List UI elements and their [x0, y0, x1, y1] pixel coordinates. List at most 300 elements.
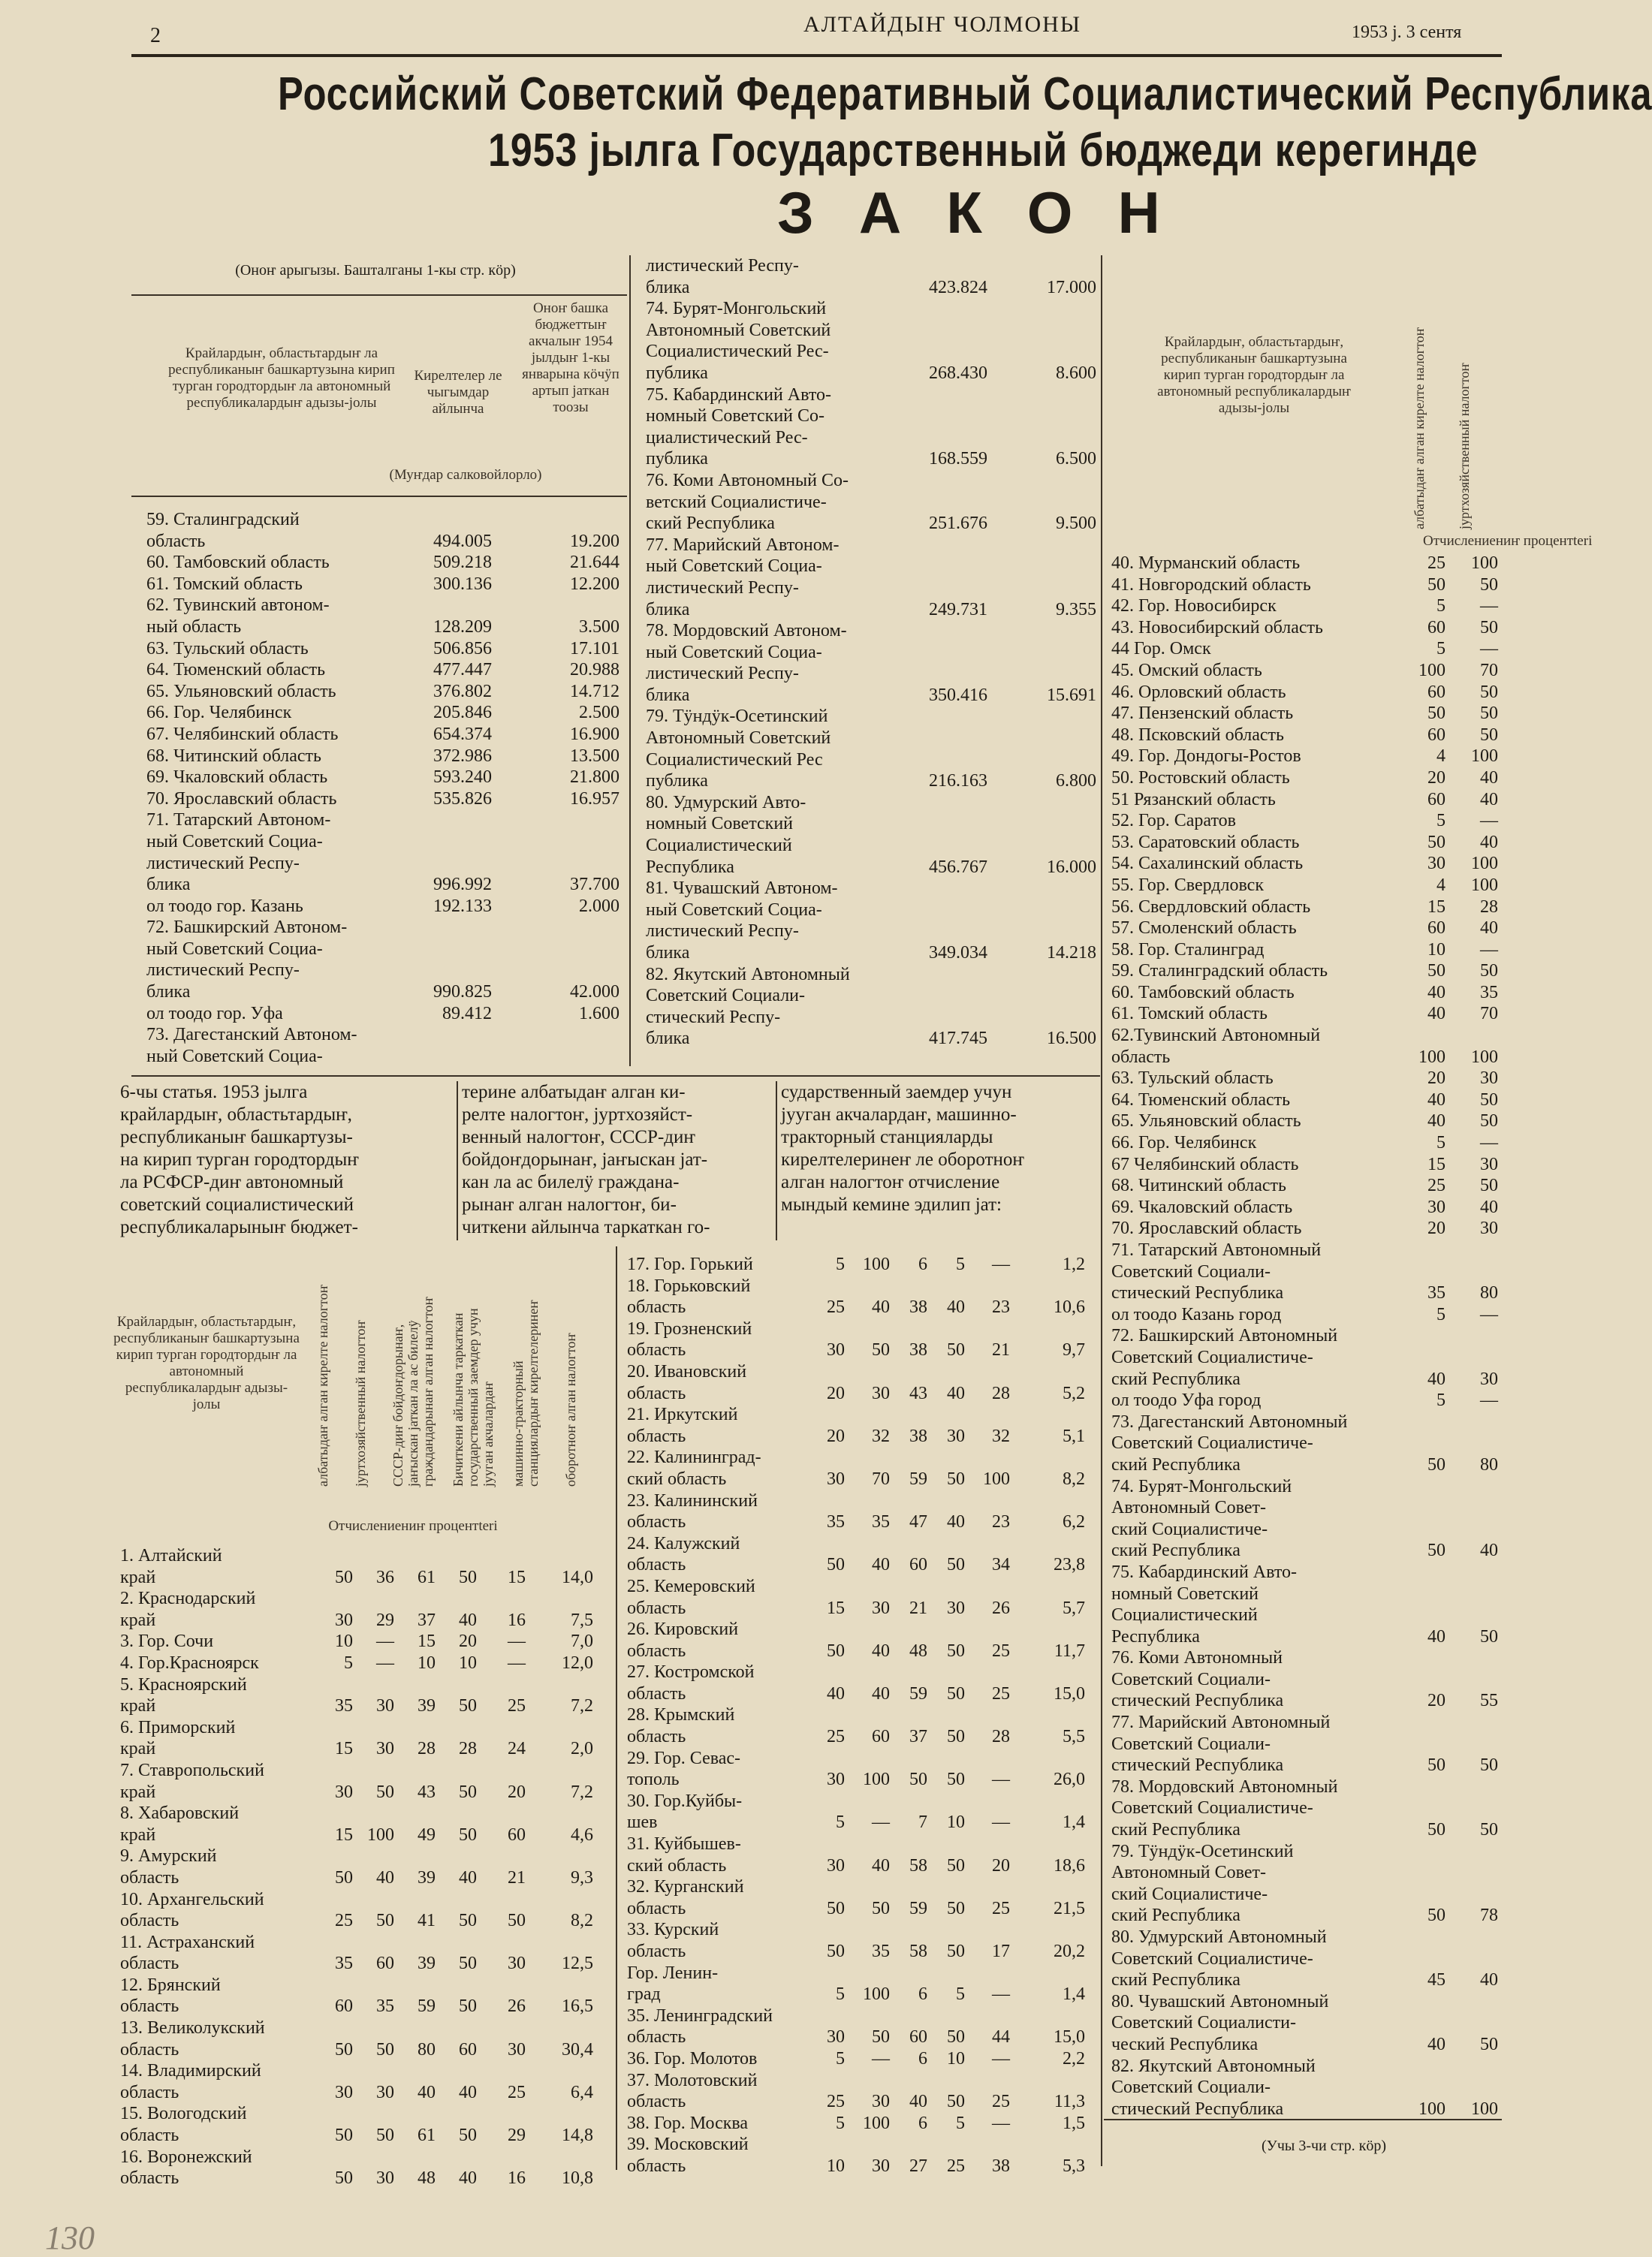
row-name: 48. Псковский область: [1111, 725, 1284, 745]
row-value: 417.745: [929, 1029, 987, 1049]
row-value: 60: [1427, 918, 1446, 939]
row-value: 6: [918, 2113, 927, 2133]
row-value: 40: [1480, 1541, 1498, 1561]
row-value: 11,7: [1054, 1641, 1085, 1661]
row-value: 100: [1418, 1047, 1446, 1067]
row-value: 12.200: [570, 574, 620, 594]
row-name: 55. Гор. Свердловск: [1111, 875, 1264, 895]
table-row: [120, 2060, 601, 2103]
row-value: 50: [335, 1867, 353, 1888]
row-value: 40: [459, 1610, 477, 1630]
table-row: [1111, 1712, 1502, 1776]
row-value: 89.412: [442, 1003, 492, 1023]
row-value: —: [1480, 639, 1498, 659]
table-row: [627, 1662, 1085, 1704]
row-value: 11,3: [1054, 2092, 1085, 2112]
table-row: [1111, 1175, 1502, 1197]
row-value: 35: [335, 1954, 353, 1974]
table-row: [1111, 1476, 1502, 1562]
row-name: 31. Куйбышев- ский область: [627, 1834, 741, 1876]
table-row: [646, 878, 1096, 963]
row-name: 16. Воронежский область: [120, 2147, 252, 2189]
row-value: 21: [992, 1340, 1010, 1361]
row-value: 2.000: [579, 896, 620, 916]
table-row: [627, 1533, 1085, 1576]
row-value: 30: [335, 1610, 353, 1630]
row-value: 37: [909, 1727, 927, 1747]
row-value: —: [992, 2048, 1010, 2069]
row-name: 78. Мордовский Автоном- ный Советский Социа- листический Респу- блика: [646, 621, 847, 705]
row-value: 25: [992, 1641, 1010, 1661]
table-row: [146, 638, 620, 660]
row-value: 28: [992, 1383, 1010, 1403]
row-value: 40: [909, 2092, 927, 2112]
table2-header-turnover: оборотноҥ алган налогтоҥ: [563, 1333, 578, 1487]
row-value: 38: [909, 1297, 927, 1318]
row-value: 40: [872, 1555, 890, 1575]
row-value: 251.676: [929, 514, 987, 534]
row-value: 14.218: [1047, 943, 1096, 963]
row-value: 192.133: [433, 896, 492, 916]
row-value: 78: [1480, 1906, 1498, 1926]
table-row: [146, 788, 620, 810]
table-row: [1111, 1325, 1502, 1390]
row-value: 60: [335, 1996, 353, 2017]
row-value: 10: [459, 1653, 477, 1673]
row-value: 80: [418, 2039, 436, 2060]
row-value: 30: [1427, 1197, 1446, 1217]
row-value: 43: [418, 1782, 436, 1802]
table-row: [146, 809, 620, 895]
row-value: 16,5: [562, 1996, 593, 2017]
table-row: [1111, 682, 1502, 704]
row-name: 4. Гор.Красноярск: [120, 1653, 259, 1673]
row-value: 40: [827, 1683, 845, 1704]
row-name: 77. Марийский Автоном- ный Советский Социа- листический Респу- блика: [646, 535, 840, 619]
table-row: [1111, 638, 1502, 660]
row-value: 80: [1480, 1283, 1498, 1303]
row-value: 20: [1427, 1691, 1446, 1711]
row-value: 20: [992, 1855, 1010, 1876]
row-value: 5: [1436, 596, 1446, 616]
row-value: 59: [909, 1683, 927, 1704]
row-name: 51 Рязанский область: [1111, 789, 1276, 809]
row-value: 60: [1427, 789, 1446, 809]
table-row: [1111, 1110, 1502, 1132]
row-value: 30: [376, 2168, 394, 2189]
row-name: 20. Ивановский область: [627, 1361, 747, 1403]
row-value: 50: [1427, 1454, 1446, 1475]
row-value: 8,2: [1063, 1469, 1085, 1489]
row-name: 69. Чкаловский область: [146, 767, 328, 788]
row-value: —: [872, 2048, 890, 2069]
table1-part-a: [146, 509, 620, 1067]
row-value: 50: [459, 1996, 477, 2017]
row-value: 40: [418, 2082, 436, 2102]
row-value: 5: [1436, 1391, 1446, 1411]
row-value: 9,3: [571, 1867, 593, 1888]
table-row: [627, 2113, 1085, 2135]
row-value: 12,5: [562, 1954, 593, 1974]
table-row: [646, 298, 1096, 384]
row-value: 35: [1480, 982, 1498, 1002]
row-value: 349.034: [929, 943, 987, 963]
row-name: 72. Башкирский Автоном- ный Советский Социа- листический Респу- блика: [146, 918, 348, 1002]
row-value: 5: [836, 2113, 845, 2133]
table2-right-header-region: Крайлардыҥ, областьтардыҥ, республиканыҥ башкартузына кирип турган городтордыҥ ла автономный республикалардыҥ адызы-јолы: [1157, 334, 1351, 416]
row-value: 15: [335, 1739, 353, 1759]
row-name: 57. Смоленский область: [1111, 918, 1297, 939]
table2-bottom-rule: [1104, 2119, 1502, 2120]
page-number: 2: [150, 24, 161, 47]
row-value: 249.731: [929, 599, 987, 619]
row-value: 40: [1427, 1089, 1446, 1110]
table1-header-income: Кирелтелер ле чыгымдар айлынча: [414, 368, 502, 417]
row-value: 35: [376, 1996, 394, 2017]
row-value: 30: [872, 2092, 890, 2112]
table-row: [1111, 746, 1502, 767]
row-name: 17. Гор. Горький: [627, 1255, 753, 1274]
table-row: [627, 1404, 1085, 1447]
row-name: 72. Башкирский Автономный Советский Социалистиче- ский Республика: [1111, 1326, 1338, 1389]
row-name: 73. Дагестанский Автономный Советский Социалистиче- ский Республика: [1111, 1412, 1348, 1475]
row-value: 21,5: [1054, 1898, 1085, 1918]
table-row: [646, 255, 1096, 298]
table-row: [627, 1490, 1085, 1533]
row-value: 23,8: [1054, 1555, 1085, 1575]
table-row: [1111, 810, 1502, 832]
row-value: 8.600: [1056, 363, 1096, 383]
row-value: 3.500: [579, 616, 620, 637]
table-row: [146, 659, 620, 681]
table-row: [146, 746, 620, 767]
article-top-rule: [131, 1075, 1100, 1077]
row-value: 20.988: [570, 660, 620, 680]
table-row: [1111, 1991, 1502, 2056]
row-name: ол тоодо Казань город: [1111, 1304, 1282, 1324]
row-value: 50: [947, 1555, 965, 1575]
row-value: 25: [1427, 553, 1446, 573]
row-name: 61. Томский область: [1111, 1004, 1268, 1024]
table-row: [627, 1919, 1085, 1962]
row-name: 71. Татарский Автономный Советский Социали- стический Республика: [1111, 1240, 1322, 1303]
row-value: 28: [459, 1739, 477, 1759]
row-name: 66. Гор. Челябинск: [1111, 1133, 1257, 1153]
row-name: 21. Иркутский область: [627, 1405, 738, 1446]
row-value: 50: [1480, 574, 1498, 595]
table1-top-rule: [131, 294, 627, 296]
row-value: 50: [947, 1469, 965, 1489]
row-value: 50: [947, 1683, 965, 1704]
row-value: 39: [418, 1954, 436, 1974]
table-row: [120, 2103, 601, 2146]
row-value: 100: [1471, 2099, 1498, 2119]
row-value: 25: [827, 1727, 845, 1747]
row-name: 45. Омский область: [1111, 660, 1262, 680]
row-value: 40: [1480, 767, 1498, 788]
table1-part-b: [646, 255, 1096, 1050]
row-value: 5: [1436, 1133, 1446, 1153]
row-name: 63. Тульский область: [146, 638, 309, 658]
table-row: [1111, 1304, 1502, 1326]
row-value: 5,2: [1063, 1383, 1085, 1403]
row-name: 59. Сталинградский область: [1111, 961, 1328, 981]
table-row: [627, 1276, 1085, 1318]
table2-right-header-agri-tax: јуртхозяйственный налогтоҥ: [1457, 363, 1472, 529]
row-value: 50: [1480, 961, 1498, 981]
table-row: [1111, 1412, 1502, 1476]
row-value: 48: [909, 1641, 927, 1661]
row-value: 50: [376, 2039, 394, 2060]
table-row: [1111, 1841, 1502, 1927]
row-value: 40: [1427, 1626, 1446, 1647]
row-name: 32. Курганский область: [627, 1877, 744, 1918]
row-value: 30: [335, 2082, 353, 2102]
row-value: 5: [1436, 639, 1446, 659]
column-rule: [1101, 255, 1102, 2166]
row-value: 990.825: [433, 982, 492, 1002]
table-row: [120, 1932, 601, 1975]
row-value: 50: [1480, 1089, 1498, 1110]
table-row: [1111, 1776, 1502, 1841]
row-value: 50: [1427, 1906, 1446, 1926]
row-value: 5: [836, 1984, 845, 2005]
row-name: 68. Читинский область: [1111, 1176, 1286, 1196]
row-name: 59. Сталинградский область: [146, 510, 300, 551]
row-name: 39. Московский область: [627, 2135, 749, 2176]
row-value: 40: [1427, 1369, 1446, 1389]
row-value: 16.957: [570, 788, 620, 809]
table2-right-header-income-tax: албатыдаҥ алган кирелте налогтоҥ: [1412, 327, 1427, 529]
row-value: 16.900: [570, 724, 620, 744]
row-name: 25. Кемеровский область: [627, 1576, 755, 1618]
table2-unit-note: Отчислениениҥ процентteri: [328, 1518, 498, 1534]
row-value: 50: [1480, 682, 1498, 702]
column-rule: [776, 1081, 777, 1240]
row-name: Гор. Ленин- град: [627, 1963, 719, 2005]
row-value: 28: [418, 1739, 436, 1759]
row-value: 50: [1427, 832, 1446, 852]
continued-from: (Оноҥ арыгызы. Башталганы 1-кы стр. кӧр): [235, 262, 516, 279]
row-name: 60. Тамбовский область: [1111, 982, 1295, 1002]
table-row: [146, 724, 620, 746]
row-value: 15: [335, 1825, 353, 1845]
row-value: 40: [459, 1867, 477, 1888]
table2-part-c: [1111, 553, 1502, 2120]
table-row: [627, 1254, 1085, 1276]
row-value: 30: [376, 1739, 394, 1759]
row-name: 13. Великолукский область: [120, 2018, 265, 2060]
row-value: 41: [418, 1911, 436, 1931]
row-value: 50: [508, 1911, 526, 1931]
row-value: 50: [947, 1855, 965, 1876]
table-row: [627, 2134, 1085, 2177]
table2-header-income-tax: албатыдаҥ алган кирелте налогтоҥ: [315, 1285, 330, 1487]
row-value: 40: [1427, 1004, 1446, 1024]
row-value: 50: [1427, 1820, 1446, 1840]
row-name: 70. Ярославский область: [1111, 1219, 1302, 1239]
row-name: ол тоодо гор. Казань: [146, 896, 303, 916]
row-value: 50: [1480, 2034, 1498, 2054]
table-row: [646, 792, 1096, 878]
row-value: 25: [1427, 1176, 1446, 1196]
row-value: 59: [909, 1898, 927, 1918]
row-value: 50: [376, 1911, 394, 1931]
row-value: 60: [508, 1825, 526, 1845]
row-value: 50: [335, 2039, 353, 2060]
row-value: 50: [1480, 704, 1498, 724]
row-value: —: [992, 1984, 1010, 2005]
row-value: 50: [1480, 1176, 1498, 1196]
row-value: 38: [909, 1340, 927, 1361]
table-row: [1111, 767, 1502, 789]
row-value: 60: [909, 2027, 927, 2048]
table2-part-a: [120, 1545, 601, 2189]
row-name: 71. Татарский Автоном- ный Советский Социа- листический Респу- блика: [146, 810, 331, 895]
row-value: —: [508, 1653, 526, 1673]
row-name: 76. Коми Автономный Советский Социали- стический Республика: [1111, 1648, 1284, 1711]
row-value: 21.644: [570, 553, 620, 573]
row-value: 7,2: [571, 1782, 593, 1802]
row-value: —: [872, 1813, 890, 1833]
row-value: 40: [947, 1512, 965, 1532]
row-value: 50: [947, 1340, 965, 1361]
row-value: 50: [1480, 1111, 1498, 1132]
row-value: 9.355: [1056, 599, 1096, 619]
table-row: [1111, 660, 1502, 682]
table-row: [1111, 1197, 1502, 1219]
row-value: 21: [909, 1598, 927, 1618]
row-value: 100: [1471, 854, 1498, 874]
row-value: 30: [1480, 1369, 1498, 1389]
row-name: 15. Вологодский область: [120, 2104, 247, 2146]
row-value: 4,6: [571, 1825, 593, 1845]
row-value: —: [992, 1770, 1010, 1790]
row-name: 2. Краснодарский край: [120, 1589, 256, 1630]
row-name: 76. Коми Автономный Со- ветский Социалистиче- ский Республика: [646, 470, 849, 534]
table-row: [1111, 1003, 1502, 1025]
row-value: —: [1480, 596, 1498, 616]
row-name: 30. Гор.Куйбы- шев: [627, 1791, 743, 1833]
table-row: [146, 1024, 620, 1067]
column-rule: [457, 1081, 458, 1240]
row-value: 29: [376, 1610, 394, 1630]
row-value: 40: [1427, 982, 1446, 1002]
row-name: 58. Гор. Сталинград: [1111, 939, 1265, 960]
table-row: [1111, 960, 1502, 982]
row-value: 14.712: [570, 681, 620, 701]
table-row: [1111, 1927, 1502, 1991]
row-value: 1,4: [1063, 1813, 1085, 1833]
row-value: 25: [947, 2156, 965, 2176]
row-value: 15.691: [1047, 685, 1096, 705]
row-value: 5: [1436, 1304, 1446, 1324]
row-value: 20,2: [1054, 1942, 1085, 1961]
row-name: 75. Кабардинский Авто- номный Советский Социалистический Республика: [1111, 1562, 1298, 1647]
row-value: 28: [1480, 896, 1498, 917]
table-row: [627, 2005, 1085, 2048]
row-value: —: [1480, 811, 1498, 831]
table-row: [1111, 853, 1502, 875]
row-value: 593.240: [433, 767, 492, 788]
table-row: [627, 1576, 1085, 1619]
row-value: 5: [836, 2048, 845, 2069]
row-value: 15: [1427, 1154, 1446, 1174]
row-name: 75. Кабардинский Авто- номный Советский Со- циалистический Рес- публика: [646, 384, 832, 469]
row-value: 17: [992, 1942, 1010, 1961]
article6-text-col3: сударственный заемдер учун јууган акчалардаҥ, машинно- тракторный станцияларды кирелтелеринеҥ ле оборотноҥ алган налогтоҥ отчисление мындый кемине эдилип јат:: [781, 1082, 1024, 1215]
row-name: 81. Чувашский Автоном- ный Советский Социа- листический Респу- блика: [646, 878, 838, 963]
row-value: 6,4: [571, 2082, 593, 2102]
row-value: 5: [956, 1984, 965, 2005]
row-name: 63. Тульский область: [1111, 1068, 1274, 1089]
row-value: 49: [418, 1825, 436, 1845]
row-value: 16.500: [1047, 1029, 1096, 1049]
row-name: 26. Кировский область: [627, 1620, 739, 1661]
row-value: 168.559: [929, 449, 987, 469]
row-value: 9.500: [1056, 514, 1096, 534]
row-value: 5: [1436, 811, 1446, 831]
row-name: 74. Бурят-Монгольский Автономный Советский Социалистический Рес- публика: [646, 299, 831, 383]
table-row: [1111, 1132, 1502, 1154]
row-value: 50: [947, 1727, 965, 1747]
row-value: 100: [1418, 2099, 1446, 2119]
row-name: 24. Калужский область: [627, 1533, 740, 1575]
row-value: 50: [947, 1770, 965, 1790]
continued-to: (Учы 3-чи стр. кӧр): [1262, 2138, 1386, 2154]
row-name: 78. Мордовский Автономный Советский Социалистиче- ский Республика: [1111, 1776, 1338, 1840]
row-value: 10,6: [1054, 1297, 1085, 1318]
row-value: 205.846: [433, 703, 492, 723]
table-row: [120, 1975, 601, 2017]
row-value: 2,0: [571, 1739, 593, 1759]
table-row: [1111, 918, 1502, 939]
row-value: 42.000: [570, 982, 620, 1002]
row-value: —: [508, 1632, 526, 1652]
table-row: [120, 2017, 601, 2060]
row-value: 1.600: [579, 1003, 620, 1023]
row-value: 50: [1480, 617, 1498, 637]
row-value: 100: [983, 1469, 1010, 1489]
table-row: [120, 1846, 601, 1888]
row-name: 77. Марийский Автономный Советский Социали- стический Республика: [1111, 1713, 1331, 1776]
row-name: 33. Курский область: [627, 1920, 719, 1961]
row-value: 50: [459, 1825, 477, 1845]
row-name: 62.Тувинский Автономный область: [1111, 1026, 1321, 1067]
row-value: 40: [1480, 1970, 1498, 1990]
row-name: ол тоодо Уфа город: [1111, 1391, 1262, 1411]
row-name: 47. Пензенский область: [1111, 704, 1294, 724]
row-name: 65. Ульяновский область: [1111, 1111, 1301, 1132]
row-value: 36: [376, 1567, 394, 1587]
row-value: 50: [1480, 1820, 1498, 1840]
row-value: 2,2: [1063, 2048, 1085, 2069]
table1-header-balance: Оноҥ башка бюджеттыҥ акчалыҥ 1954 јылдыҥ 1-кы январына кӧчӱп артып jаткан тоозы: [522, 300, 620, 415]
row-value: 494.005: [433, 531, 492, 551]
table-row: [120, 1760, 601, 1803]
row-value: 40: [1480, 1197, 1498, 1217]
row-value: 1,2: [1063, 1255, 1085, 1274]
row-value: 423.824: [929, 277, 987, 297]
row-value: 40: [1427, 2034, 1446, 2054]
row-value: 30: [376, 2082, 394, 2102]
row-value: 14,0: [562, 1567, 593, 1587]
row-value: 50: [872, 1898, 890, 1918]
row-name: 38. Гор. Москва: [627, 2113, 749, 2133]
row-value: 40: [947, 1383, 965, 1403]
row-value: 20: [827, 1426, 845, 1446]
row-name: 28. Крымский область: [627, 1705, 735, 1747]
